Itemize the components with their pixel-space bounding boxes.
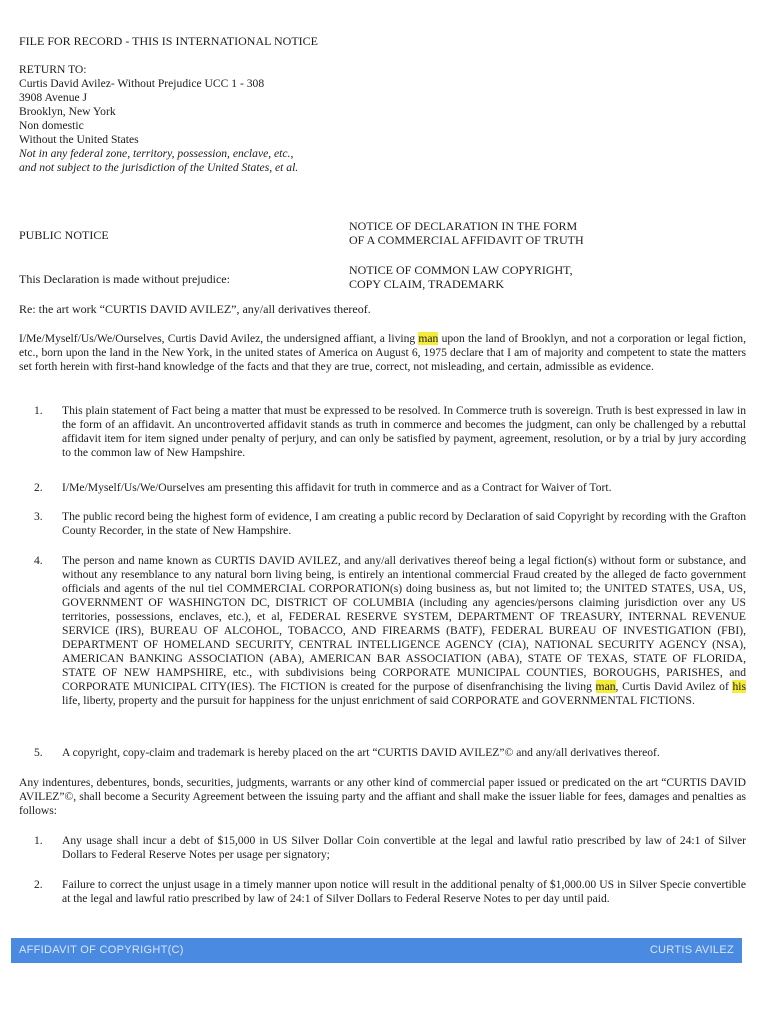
intro-text-a: I/Me/Myself/Us/We/Ourselves, Curtis David Avilez, the undersigned affiant, a living [19,332,419,345]
notice-copyright [349,263,649,291]
item4-text-b: , Curtis David Avilez of [615,680,733,693]
return-to-name: Curtis David Avilez- Without Prejudice UCC 1 - 308 [19,77,265,90]
penalty-item-text: Failure to correct the unjust usage in a timely manner upon notice will result in the additional penalty of $1,000.00 US in Silver Specie convertible at the legal and lawful ratio prescribed by law of 24:1 of Silver Dollars to Federal Reserve Notes to per day until paid. [62,878,746,905]
return-to-status-2: Without the United States [19,133,139,146]
item4-text-a: The person and name known as CURTIS DAVID AVILEZ, and any/all derivatives thereof being a legal fiction(s) without form or substance, and without any resemblance to any natural born living being, is entirely an intentional commercial Fraud created by the alleged de facto government officials and agents of the nul tiel COMMERCIAL CORPORATION(s) doing business as, but not limited to; the UNITED STATES, USA, US, GOVERNMENT OF WASHINGTON DC, DISTRICT OF COLUMBIA (including any agencies/persons claiming jurisdiction over any US territories, possessions, enclaves, etc.), et al, FEDERAL RESERVE SYSTEM, DEPARTMENT OF TREASURY, INTERNAL REVENUE SERVICE (IRS), BUREAU OF ALCOHOL, TOBACCO, AND FIREARMS (BATF), FEDERAL BUREAU OF INVESTIGATION (FBI), DEPARTMENT OF HOMELAND SECURITY, CENTRAL INTELLIGENCE AGENCY (CIA), NATIONAL SECURITY AGENCY (NSA), AMERICAN BANKING ASSOCIATION (ABA), AMERICAN BAR ASSOCIATION (ABA), STATE OF TEXAS, STATE OF FLORIDA, STATE OF NEW HAMPSHIRE, etc., with subdivisions being CORPORATE MUNICIPAL COUNTIES, BOROUGHS, PARISHES, and CORPORATE MUNICIPAL CITY(IES). The FICTION is created for the purpose of disenfranchising the living [62,554,746,693]
list-item-number: 2. [34,481,43,494]
penalty-item-number: 2. [34,878,43,891]
return-to-city: Brooklyn, New York [19,105,116,118]
penalty-item [34,834,746,862]
item4-text-c: life, liberty, property and the pursuit for happiness for the unjust enrichment of said CORPORATE and GOVERNMENTAL FICTIONS. [62,694,695,707]
list-item-text: This plain statement of Fact being a matter that must be expressed to be resolved. In Commerce truth is sovereign. Truth is best expressed in law in the form of an affidavit. An uncontroverted affidavit stands as truth in commerce and becomes the judgment, can only be challenged by a rebuttal affidavit item for item signed under penalty of perjury, and can only be satisfied by payment, agreement, resolution, or by a trial by jury according to the common law of New Hampshire. [62,404,746,459]
highlight-man: man [418,332,439,345]
list-item [34,404,746,460]
list-item-text: A copyright, copy-claim and trademark is hereby placed on the art “CURTIS DAVID AVILEZ”© and any/all derivatives thereof. [62,746,660,759]
document-header: FILE FOR RECORD - THIS IS INTERNATIONAL NOTICE [19,34,318,48]
list-item-text [62,554,746,708]
list-item [34,554,746,708]
list-item-text: I/Me/Myself/Us/We/Ourselves am presenting this affidavit for truth in commerce and as a Contract for Waiver of Tort. [62,481,612,494]
highlight-his: his [732,680,746,693]
footer-title: AFFIDAVIT OF COPYRIGHT(C) [19,944,184,956]
return-to-label: RETURN TO: [19,63,87,76]
list-item-text: The public record being the highest form of evidence, I am creating a public record by Declaration of said Copyright by recording with the Grafton County Recorder, in the state of New Hampshire. [62,510,746,537]
notice-declaration-line-1: NOTICE OF DECLARATION IN THE FORM [349,219,578,233]
list-item [34,746,746,760]
list-item-number: 1. [34,404,43,417]
penalty-item-text: Any usage shall incur a debt of $15,000 in US Silver Dollar Coin convertible at the legal and lawful ratio prescribed by law of 24:1 of Silver Dollars to Federal Reserve Notes per usage per signatory; [62,834,746,861]
list-item [34,481,746,495]
list-item [34,510,746,538]
list-item-number: 4. [34,554,43,567]
penalty-item [34,878,746,906]
declaration-prejudice-label: This Declaration is made without prejudice: [19,272,230,286]
list-item-number: 5. [34,746,43,759]
return-to-street: 3908 Avenue J [19,91,88,104]
notice-declaration [349,219,649,247]
indentures-paragraph: Any indentures, debentures, bonds, securities, judgments, warrants or any other kind of commercial paper issued or predicated on the art “CURTIS DAVID AVILEZ”©, shall become a Security Agreement between the issuing party and the affiant and shall make the issuer liable for fees, damages and penalties as follows: [19,776,746,817]
return-to-status-1: Non domestic [19,119,84,132]
footer-author: CURTIS AVILEZ [649,944,734,956]
return-to-italic-1: Not in any federal zone, territory, possession, enclave, etc., [19,147,294,160]
notice-copyright-line-1: NOTICE OF COMMON LAW COPYRIGHT, [349,263,573,277]
re-line: Re: the art work “CURTIS DAVID AVILEZ”, any/all derivatives thereof. [19,302,371,316]
notice-declaration-line-2: OF A COMMERCIAL AFFIDAVIT OF TRUTH [349,233,584,247]
footer-bar [11,938,742,963]
public-notice-label: PUBLIC NOTICE [19,228,109,242]
highlight-man: man [595,680,616,693]
return-to-block [19,63,399,175]
list-item-number: 3. [34,510,43,523]
penalty-item-number: 1. [34,834,43,847]
return-to-italic-2: and not subject to the jurisdiction of the United States, et al. [19,161,299,174]
intro-text-b: upon the land of Brooklyn, and not a corporation or legal fiction, etc., born upon the land in the New York, in the united states of America on August 6, 1975 declare that I am of majority and competent to state the matters set forth herein with first-hand knowledge of the facts and that they are true, correct, not misleading, and certain, admissible as evidence. [19,332,746,373]
intro-paragraph [19,332,746,374]
notice-copyright-line-2: COPY CLAIM, TRADEMARK [349,277,505,291]
